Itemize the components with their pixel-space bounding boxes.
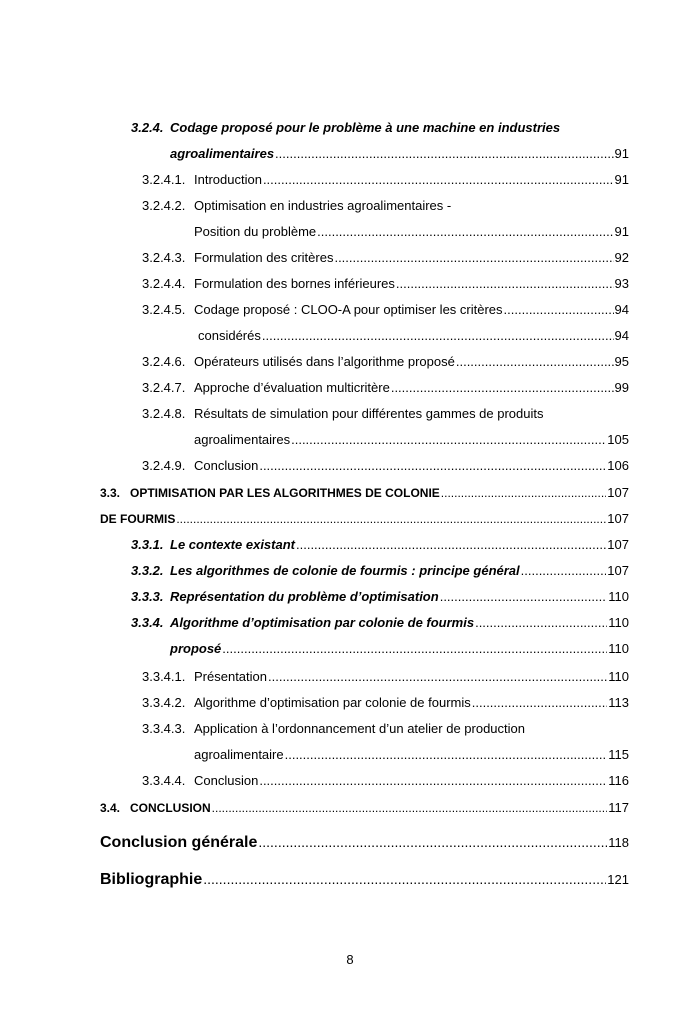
toc-leader-dots	[275, 146, 613, 162]
toc-title: Algorithme d’optimisation par colonie de fourmis	[194, 695, 471, 710]
toc-title: Conclusion	[194, 773, 259, 788]
toc-title: CONCLUSION	[130, 801, 211, 815]
toc-number: 3.2.4.9.	[142, 458, 186, 473]
toc-page: 107	[607, 485, 629, 500]
toc-number: 3.3.	[100, 486, 121, 500]
toc-page: 106	[607, 458, 629, 473]
toc-page: 92	[614, 250, 629, 265]
toc-page: 91	[614, 172, 629, 187]
toc-number: 3.2.4.4.	[142, 276, 186, 291]
toc-number: 3.2.4.5.	[142, 302, 186, 317]
toc-leader-dots	[203, 871, 606, 888]
toc-title: Codage proposé pour le problème à une machine en industries	[170, 120, 561, 135]
toc-number: 3.2.4.6.	[142, 354, 186, 369]
toc-entry-3-2-4-1[interactable]	[142, 172, 629, 188]
toc-entry-3-3-4-1[interactable]	[142, 669, 629, 685]
toc-title: Le contexte existant	[170, 537, 295, 552]
toc-page-continuation: 110	[608, 641, 629, 656]
toc-title: Opérateurs utilisés dans l’algorithme proposé	[194, 354, 455, 369]
toc-title: Bibliographie	[100, 871, 203, 888]
toc-leader-dots	[259, 773, 607, 789]
toc-entry-3-2-4-4[interactable]	[142, 276, 629, 292]
toc-leader-dots	[176, 511, 606, 527]
toc-title: Conclusion	[194, 458, 259, 473]
toc-number: 3.2.4.3.	[142, 250, 186, 265]
toc-page: 107	[607, 563, 629, 578]
toc-leader-dots	[258, 834, 607, 851]
toc-entry-3-2-4-9[interactable]	[142, 458, 629, 474]
toc-title-continuation: agroalimentaires	[194, 432, 291, 447]
toc-entry-3-3-3[interactable]	[131, 589, 629, 605]
toc-number: 3.3.4.3.	[142, 721, 186, 736]
toc-leader-dots	[291, 432, 606, 448]
toc-leader-dots	[285, 747, 608, 763]
toc-page: 110	[608, 669, 629, 684]
toc-number: 3.2.4.1.	[142, 172, 186, 187]
toc-entry-conclusion-generale[interactable]	[100, 834, 629, 851]
toc-title-continuation: proposé	[170, 641, 222, 656]
toc-title: Conclusion générale	[100, 834, 258, 851]
toc-leader-dots	[391, 380, 614, 396]
toc-leader-dots	[263, 172, 614, 188]
toc-title: Représentation du problème d’optimisation	[170, 589, 439, 604]
toc-number: 3.3.3.	[131, 589, 164, 604]
toc-number: 3.4.	[100, 801, 121, 815]
toc-title-continuation: agroalimentaires	[170, 146, 275, 161]
toc-title: Algorithme d’optimisation par colonie de fourmis	[170, 615, 475, 630]
toc-leader-dots	[334, 250, 613, 266]
toc-page: 99	[614, 380, 629, 395]
toc-number: 3.2.4.2.	[142, 198, 186, 213]
toc-entry-3-3-1[interactable]	[131, 537, 629, 553]
toc-leader-dots	[441, 485, 607, 501]
toc-number: 3.3.4.4.	[142, 773, 186, 788]
toc-page: 91	[614, 146, 629, 161]
toc-leader-dots	[268, 669, 607, 685]
toc-leader-dots	[396, 276, 614, 292]
toc-title: Les algorithmes de colonie de fourmis : principe général	[170, 563, 520, 578]
toc-page: 105	[607, 432, 629, 447]
toc-page: 110	[608, 615, 629, 630]
toc-entry-3-4[interactable]	[100, 800, 629, 816]
toc-title: Formulation des bornes inférieures	[194, 276, 395, 291]
toc-page-continuation: 94	[614, 328, 629, 343]
toc-title: Présentation	[194, 669, 267, 684]
toc-entry-3-2-4-7[interactable]	[142, 380, 629, 396]
toc-title: Introduction	[194, 172, 262, 187]
toc-leader-dots	[262, 328, 614, 344]
toc-number: 3.3.4.2.	[142, 695, 186, 710]
toc-leader-dots	[472, 695, 608, 711]
toc-page-continuation: 107	[607, 511, 629, 526]
toc-page: 91	[614, 224, 629, 239]
toc-title: OPTIMISATION PAR LES ALGORITHMES DE COLONIE	[130, 486, 440, 500]
toc-page: 113	[608, 695, 629, 710]
toc-entry-bibliographie[interactable]	[100, 871, 629, 888]
toc-title: Codage proposé : CLOO-A pour optimiser les critères	[194, 302, 503, 317]
toc-page: 95	[614, 354, 629, 369]
toc-entry-3-2-4-6[interactable]	[142, 354, 629, 370]
toc-leader-dots	[317, 224, 613, 240]
toc-number: 3.2.4.7.	[142, 380, 186, 395]
toc-page: 115	[608, 747, 629, 762]
toc-title: Application à l’ordonnancement d’un atelier de production	[194, 721, 525, 736]
toc-entry-3-3-4-4[interactable]	[142, 773, 629, 789]
toc-number: 3.2.4.	[131, 120, 164, 135]
toc-leader-dots	[440, 589, 608, 605]
toc-title-continuation: considérés	[198, 328, 261, 343]
toc-entry-3-3-4-2[interactable]	[142, 695, 629, 711]
toc-title-continuation: Position du problème	[194, 224, 317, 239]
toc-leader-dots	[296, 537, 606, 553]
toc-page: 93	[614, 276, 629, 291]
toc-number: 3.3.1.	[131, 537, 164, 552]
toc-leader-dots	[259, 458, 606, 474]
toc-page: 107	[607, 537, 629, 552]
toc-leader-dots	[456, 354, 614, 370]
toc-title-continuation: DE FOURMIS	[100, 512, 176, 526]
toc-title: Résultats de simulation pour différentes gammes de produits	[194, 406, 544, 421]
toc-page: 121	[607, 872, 629, 887]
toc-page: 118	[608, 835, 629, 850]
toc-leader-dots	[475, 615, 607, 631]
toc-entry-3-3-2[interactable]	[131, 563, 629, 579]
toc-title: Formulation des critères	[194, 250, 334, 265]
toc-page: 116	[608, 773, 629, 788]
toc-leader-dots	[504, 302, 614, 318]
toc-title-continuation: agroalimentaire	[194, 747, 284, 762]
toc-leader-dots	[222, 641, 607, 657]
toc-page: 117	[608, 800, 629, 815]
toc-page: 110	[608, 589, 629, 604]
toc-leader-dots	[521, 563, 607, 579]
toc-number: 3.3.2.	[131, 563, 164, 578]
toc-entry-3-2-4-3[interactable]	[142, 250, 629, 266]
toc-number: 3.2.4.8.	[142, 406, 186, 421]
toc-number: 3.3.4.1.	[142, 669, 186, 684]
page-number: 8	[346, 952, 354, 967]
toc-title: Approche d’évaluation multicritère	[194, 380, 390, 395]
toc-number: 3.3.4.	[131, 615, 164, 630]
toc-page: 94	[614, 302, 629, 317]
toc-leader-dots	[212, 800, 608, 816]
toc-title: Optimisation en industries agroalimentaires -	[194, 198, 452, 213]
